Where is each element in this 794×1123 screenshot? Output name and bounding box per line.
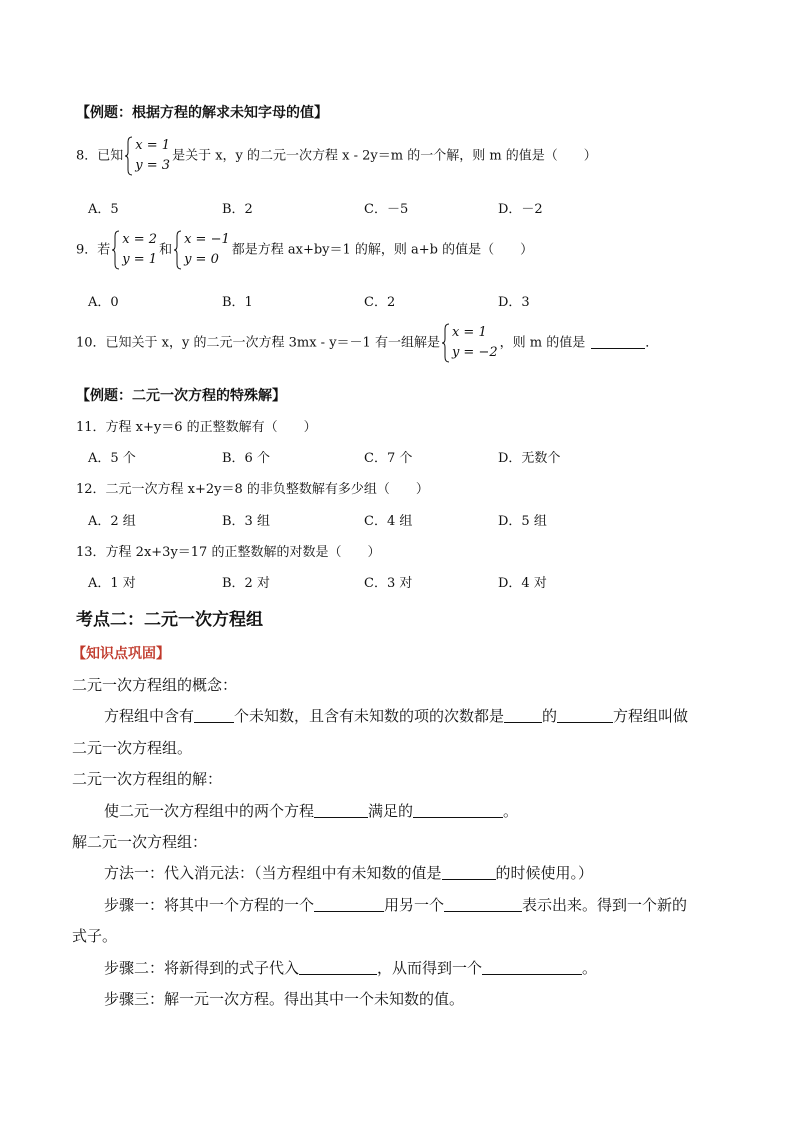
method-1-line [104, 862, 593, 883]
q9-option-b[interactable]: B．1 [222, 295, 253, 310]
q9-option-c[interactable]: C．2 [364, 295, 396, 310]
example-heading-solution-values: 【例题：根据方程的解求未知字母的值】 [76, 105, 328, 121]
fill-blank[interactable] [444, 897, 522, 912]
fill-blank[interactable] [413, 803, 503, 818]
question-9-text: 都是方程 ax+by＝1 的解，则 a+b 的值是（ ） [231, 242, 534, 258]
q12-option-d[interactable]: D．5 组 [498, 514, 547, 529]
concept-label: 二元一次方程组的概念： [72, 676, 238, 694]
question-8-system [125, 136, 170, 176]
question-9-prefix: 9．若 [76, 242, 111, 258]
fill-blank[interactable] [504, 708, 542, 723]
system-row-1: x = −1 [184, 232, 230, 247]
question-10-text: ，则 m 的值是 [499, 335, 586, 351]
section-title: 考点二：二元一次方程组 [76, 610, 263, 630]
knowledge-point-heading: 【知识点巩固】 [72, 646, 170, 662]
step-2-text-c: 。 [582, 959, 598, 977]
solution-text-c: 。 [503, 802, 519, 820]
concept-text-a: 方程组中含有 [104, 707, 195, 725]
system-row-1: x = 1 [451, 325, 487, 340]
question-8-prefix: 8．已知 [76, 148, 124, 164]
question-9-system-1 [112, 230, 157, 270]
fill-blank[interactable] [299, 960, 377, 975]
fill-blank[interactable] [314, 803, 368, 818]
brace-icon [112, 230, 120, 270]
concept-text-b: 个未知数，且含有未知数的项的次数都是 [234, 707, 505, 725]
question-12: 12．二元一次方程 x+2y＝8 的非负整数解有多少组（ ） [76, 482, 429, 497]
example-heading-special-solutions: 【例题：二元一次方程的特殊解】 [76, 388, 286, 404]
question-8 [76, 136, 597, 176]
question-10-prefix: 10．已知关于 x，y 的二元一次方程 3mx - y＝－1 有一组解是 [76, 335, 440, 351]
question-11: 11．方程 x+y＝6 的正整数解有（ ） [76, 420, 317, 435]
concept-line-2: 二元一次方程组。 [72, 739, 193, 757]
question-10-system [442, 323, 498, 363]
q12-option-b[interactable]: B．3 组 [222, 514, 270, 529]
fill-blank[interactable] [557, 708, 613, 723]
step-2-line [104, 957, 597, 978]
solution-text-a: 使二元一次方程组中的两个方程 [104, 802, 315, 820]
system-row-1: x = 1 [135, 138, 171, 153]
solution-line [104, 800, 518, 821]
method-1-text-a: 方法一：代入消元法：（当方程组中有未知数的值是 [104, 864, 442, 882]
q11-option-d[interactable]: D．无数个 [498, 451, 561, 466]
q12-option-a[interactable]: A．2 组 [88, 514, 136, 529]
brace-icon [442, 323, 450, 363]
brace-icon [125, 136, 133, 176]
question-10 [76, 323, 658, 363]
concept-line-1 [104, 705, 688, 726]
q11-option-b[interactable]: B．6 个 [222, 451, 270, 466]
question-9 [76, 230, 533, 270]
step-2-text-a: 步骤二：将新得到的式子代入 [104, 959, 300, 977]
step-1-text-b: 用另一个 [384, 896, 445, 914]
q8-option-c[interactable]: C．－5 [364, 202, 409, 217]
q13-option-a[interactable]: A．1 对 [88, 576, 136, 591]
q13-option-b[interactable]: B．2 对 [222, 576, 270, 591]
question-9-and: 和 [159, 242, 173, 258]
step-1-line-2: 式子。 [72, 927, 118, 945]
system-row-1: x = 2 [122, 232, 158, 247]
step-1-text-c: 表示出来。得到一个新的 [522, 896, 688, 914]
step-3-line: 步骤三：解一元一次方程。得出其中一个未知数的值。 [104, 990, 465, 1008]
concept-text-c: 的 [542, 707, 558, 725]
q9-option-a[interactable]: A．0 [88, 295, 119, 310]
fill-blank[interactable] [194, 708, 234, 723]
step-1-text-a: 步骤一：将其中一个方程的一个 [104, 896, 315, 914]
question-10-end: ． [645, 335, 659, 351]
concept-text-d: 方程组叫做 [613, 707, 689, 725]
q13-option-c[interactable]: C．3 对 [364, 576, 413, 591]
brace-icon [174, 230, 182, 270]
q13-option-d[interactable]: D．4 对 [498, 576, 547, 591]
step-1-line [104, 894, 687, 915]
q8-option-b[interactable]: B．2 [222, 202, 253, 217]
fill-blank[interactable] [482, 960, 582, 975]
q8-option-d[interactable]: D．－2 [498, 202, 543, 217]
system-row-2: y = 1 [122, 252, 158, 267]
step-2-text-b: ，从而得到一个 [377, 959, 483, 977]
q9-option-d[interactable]: D．3 [498, 295, 530, 310]
fill-blank[interactable] [314, 897, 384, 912]
solution-label: 二元一次方程组的解： [72, 770, 223, 788]
system-row-2: y = 0 [184, 252, 219, 267]
question-13: 13．方程 2x+3y＝17 的正整数解的对数是（ ） [76, 545, 381, 560]
question-9-system-2 [174, 230, 230, 270]
system-row-2: y = 3 [135, 158, 171, 173]
fill-blank[interactable] [442, 865, 496, 880]
solve-label: 解二元一次方程组： [72, 833, 208, 851]
question-8-text: 是关于 x，y 的二元一次方程 x - 2y＝m 的一个解，则 m 的值是（ ） [172, 148, 597, 164]
q11-option-c[interactable]: C．7 个 [364, 451, 413, 466]
solution-text-b: 满足的 [368, 802, 414, 820]
q11-option-a[interactable]: A．5 个 [88, 451, 136, 466]
system-row-2: y = −2 [451, 345, 498, 360]
answer-blank[interactable] [591, 334, 645, 349]
q8-option-a[interactable]: A．5 [88, 202, 119, 217]
method-1-text-b: 的时候使用。） [495, 864, 594, 882]
q12-option-c[interactable]: C．4 组 [364, 514, 413, 529]
